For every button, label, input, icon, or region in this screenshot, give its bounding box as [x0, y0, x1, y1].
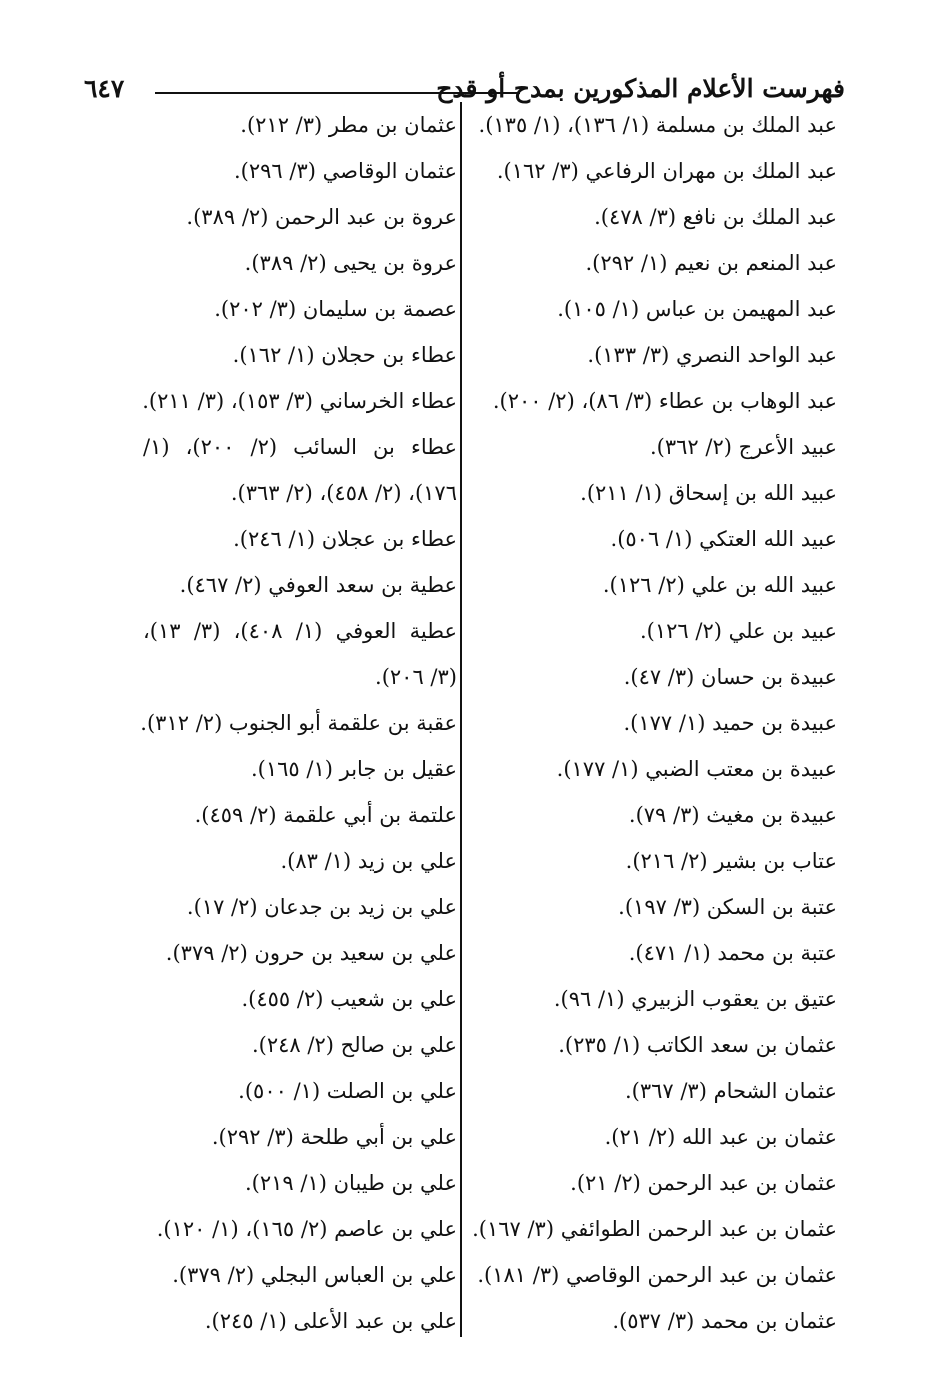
index-entry: عبيد الله بن علي (٢/ ١٢٦). [602, 573, 837, 597]
index-entry: عثمان بن عبد الله (٢/ ٢١). [604, 1125, 837, 1149]
index-entry: علي بن العباس البجلي (٢/ ٣٧٩). [172, 1263, 457, 1287]
index-entry: عبيدة بن حميد (١/ ١٧٧). [623, 711, 837, 735]
index-entry: علي بن طيبان (١/ ٢١٩). [244, 1171, 457, 1195]
index-entry: عروة بن عبد الرحمن (٢/ ٣٨٩). [186, 205, 457, 229]
index-entry: علي بن شعيب (٢/ ٤٥٥). [241, 987, 457, 1011]
index-column-right [472, 102, 837, 1344]
page-number: ٦٤٧ [84, 74, 125, 103]
index-entry: عثمان الوقاصي (٣/ ٢٩٦). [234, 159, 457, 183]
index-entry: علي بن أبي طلحة (٣/ ٢٩٢). [211, 1125, 457, 1149]
index-entry: عبيدة بن مغيث (٣/ ٧٩). [628, 803, 837, 827]
index-entry: عبيد بن علي (٢/ ١٢٦). [639, 619, 837, 643]
index-entry: عثمان بن سعد الكاتب (١/ ٢٣٥). [558, 1033, 837, 1057]
index-entry: عبيد الله العتكي (١/ ٥٠٦). [610, 527, 837, 551]
index-entry: عروة بن يحيى (٢/ ٣٨٩). [244, 251, 457, 275]
index-entry: عطاء بن حجلان (١/ ١٦٢). [232, 343, 457, 367]
index-entry: علي بن الصلت (١/ ٥٠٠). [238, 1079, 457, 1103]
index-entry: عثمان بن مطر (٣/ ٢١٢). [240, 113, 457, 137]
index-entry: عثمان بن عبد الرحمن الطوائفي (٣/ ١٦٧). [472, 1217, 837, 1241]
index-entry: عتيق بن يعقوب الزبيري (١/ ٩٦). [553, 987, 837, 1011]
index-entry: علتمة بن أبي علقمة (٢/ ٤٥٩). [194, 803, 457, 827]
index-entry: علي بن سعيد بن حرون (٢/ ٣٧٩). [165, 941, 457, 965]
index-entry: علي بن زيد (١/ ٨٣). [280, 849, 457, 873]
page-header-title: فهرست الأعلام المذكورين بمدح أو قدح [436, 74, 845, 103]
column-divider [460, 102, 462, 1337]
index-entry: عبد المهيمن بن عباس (١/ ١٠٥). [557, 297, 837, 321]
index-entry: عطاء الخرساني (٣/ ١٥٣)، (٣/ ٢١١). [142, 389, 457, 413]
index-entry: عبيدة بن حسان (٣/ ٤٧). [623, 665, 837, 689]
index-entry: عقيل بن جابر (١/ ١٦٥). [250, 757, 457, 781]
index-entry: عصمة بن سليمان (٣/ ٢٠٢). [214, 297, 457, 321]
index-entry: عطاء بن السائب (٢/ ٢٠٠)، (١/ ١٧٦)، (٢/ ٤٥٨)، (٢/ ٣٦٣). [143, 435, 457, 505]
index-entry: عبد الملك بن مهران الرفاعي (٣/ ١٦٢). [496, 159, 837, 183]
header-rule [155, 92, 520, 94]
index-entry: عطية العوفي (١/ ٤٠٨)، (٣/ ١٣)، (٣/ ٢٠٦). [143, 619, 457, 689]
index-entry: عتبة بن محمد (١/ ٤٧١). [628, 941, 837, 965]
index-entry: علي بن عبد الأعلى (١/ ٢٤٥). [204, 1309, 457, 1333]
index-entry: عبد الملك بن نافع (٣/ ٤٧٨). [594, 205, 837, 229]
index-entry: علي بن زيد بن جدعان (٢/ ١٧). [186, 895, 457, 919]
index-entry: عبد المنعم بن نعيم (١/ ٢٩٢). [585, 251, 837, 275]
index-entry: عثمان الشحام (٣/ ٣٦٧). [624, 1079, 837, 1103]
index-entry: عبد الوهاب بن عطاء (٣/ ٨٦)، (٢/ ٢٠٠). [492, 389, 837, 413]
index-entry: عتاب بن بشير (٢/ ٢١٦). [625, 849, 837, 873]
index-entry: عبيد الله بن إسحاق (١/ ٢١١). [580, 481, 837, 505]
index-column-left [140, 102, 457, 1344]
index-entry: عبد الواحد النصري (٣/ ١٣٣). [587, 343, 837, 367]
index-entry: عطاء بن عجلان (١/ ٢٤٦). [233, 527, 457, 551]
index-entry: عبيدة بن معتب الضبي (١/ ١٧٧). [556, 757, 837, 781]
index-entry: عتبة بن السكن (٣/ ١٩٧). [618, 895, 837, 919]
index-entry: عثمان بن محمد (٣/ ٥٣٧). [612, 1309, 837, 1333]
index-entry: عبد الملك بن مسلمة (١/ ١٣٦)، (١/ ١٣٥). [478, 113, 837, 137]
index-entry: عقبة بن علقمة أبو الجنوب (٢/ ٣١٢). [140, 711, 457, 735]
index-entry: علي بن صالح (٢/ ٢٤٨). [252, 1033, 457, 1057]
index-entry: عثمان بن عبد الرحمن (٢/ ٢١). [570, 1171, 837, 1195]
index-entry: عبيد الأعرج (٢/ ٣٦٢). [649, 435, 837, 459]
index-entry: عطية بن سعد العوفي (٢/ ٤٦٧). [179, 573, 457, 597]
index-entry: علي بن عاصم (٢/ ١٦٥)، (١/ ١٢٠). [156, 1217, 457, 1241]
index-entry: عثمان بن عبد الرحمن الوقاصي (٣/ ١٨١). [477, 1263, 837, 1287]
